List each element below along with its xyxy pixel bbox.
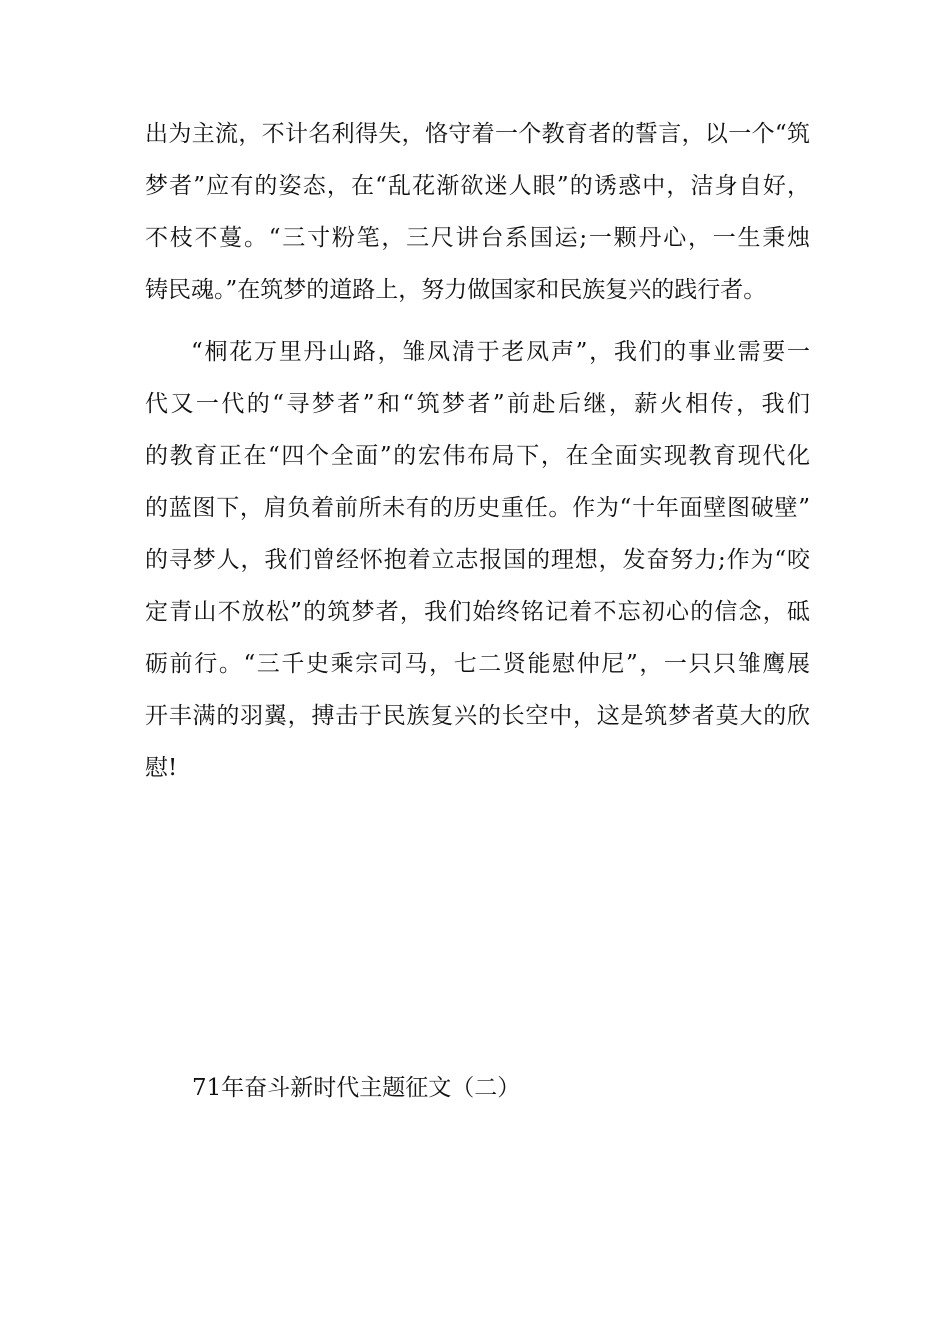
text-line: 的教育正在“四个全面”的宏伟布局下，在全面实现教育现代化	[145, 443, 810, 469]
text-line: 慰!	[145, 755, 178, 781]
text-line: 铸民魂。”在筑梦的道路上，努力做国家和民族复兴的践行者。	[145, 277, 767, 303]
text-line: 不枝不蔓。“三寸粉笔，三尺讲台系国运;一颗丹心，一生秉烛	[145, 225, 810, 251]
text-line: 的寻梦人，我们曾经怀抱着立志报国的理想，发奋努力;作为“咬	[145, 547, 810, 573]
paragraph	[145, 108, 810, 316]
text-line: 开丰满的羽翼，搏击于民族复兴的长空中，这是筑梦者莫大的欣	[145, 703, 810, 729]
text-line: 代又一代的“寻梦者”和“筑梦者”前赴后继，薪火相传，我们	[145, 391, 810, 417]
text-line: 的蓝图下，肩负着前所未有的历史重任。作为“十年面壁图破壁”	[145, 495, 810, 521]
text-line: 定青山不放松”的筑梦者，我们始终铭记着不忘初心的信念，砥	[145, 599, 810, 625]
text-line: 梦者”应有的姿态，在“乱花渐欲迷人眼”的诱惑中，洁身自好，	[145, 173, 810, 199]
text-line: “桐花万里丹山路，雏凤清于老凤声”，我们的事业需要一	[191, 339, 810, 365]
section-heading: 71年奋斗新时代主题征文（二）	[192, 1075, 521, 1101]
text-line: 出为主流，不计名利得失，恪守着一个教育者的誓言，以一个“筑	[145, 121, 810, 147]
paragraph	[145, 326, 810, 794]
text-line: 砺前行。“三千史乘宗司马，七二贤能慰仲尼”，一只只雏鹰展	[145, 651, 810, 677]
